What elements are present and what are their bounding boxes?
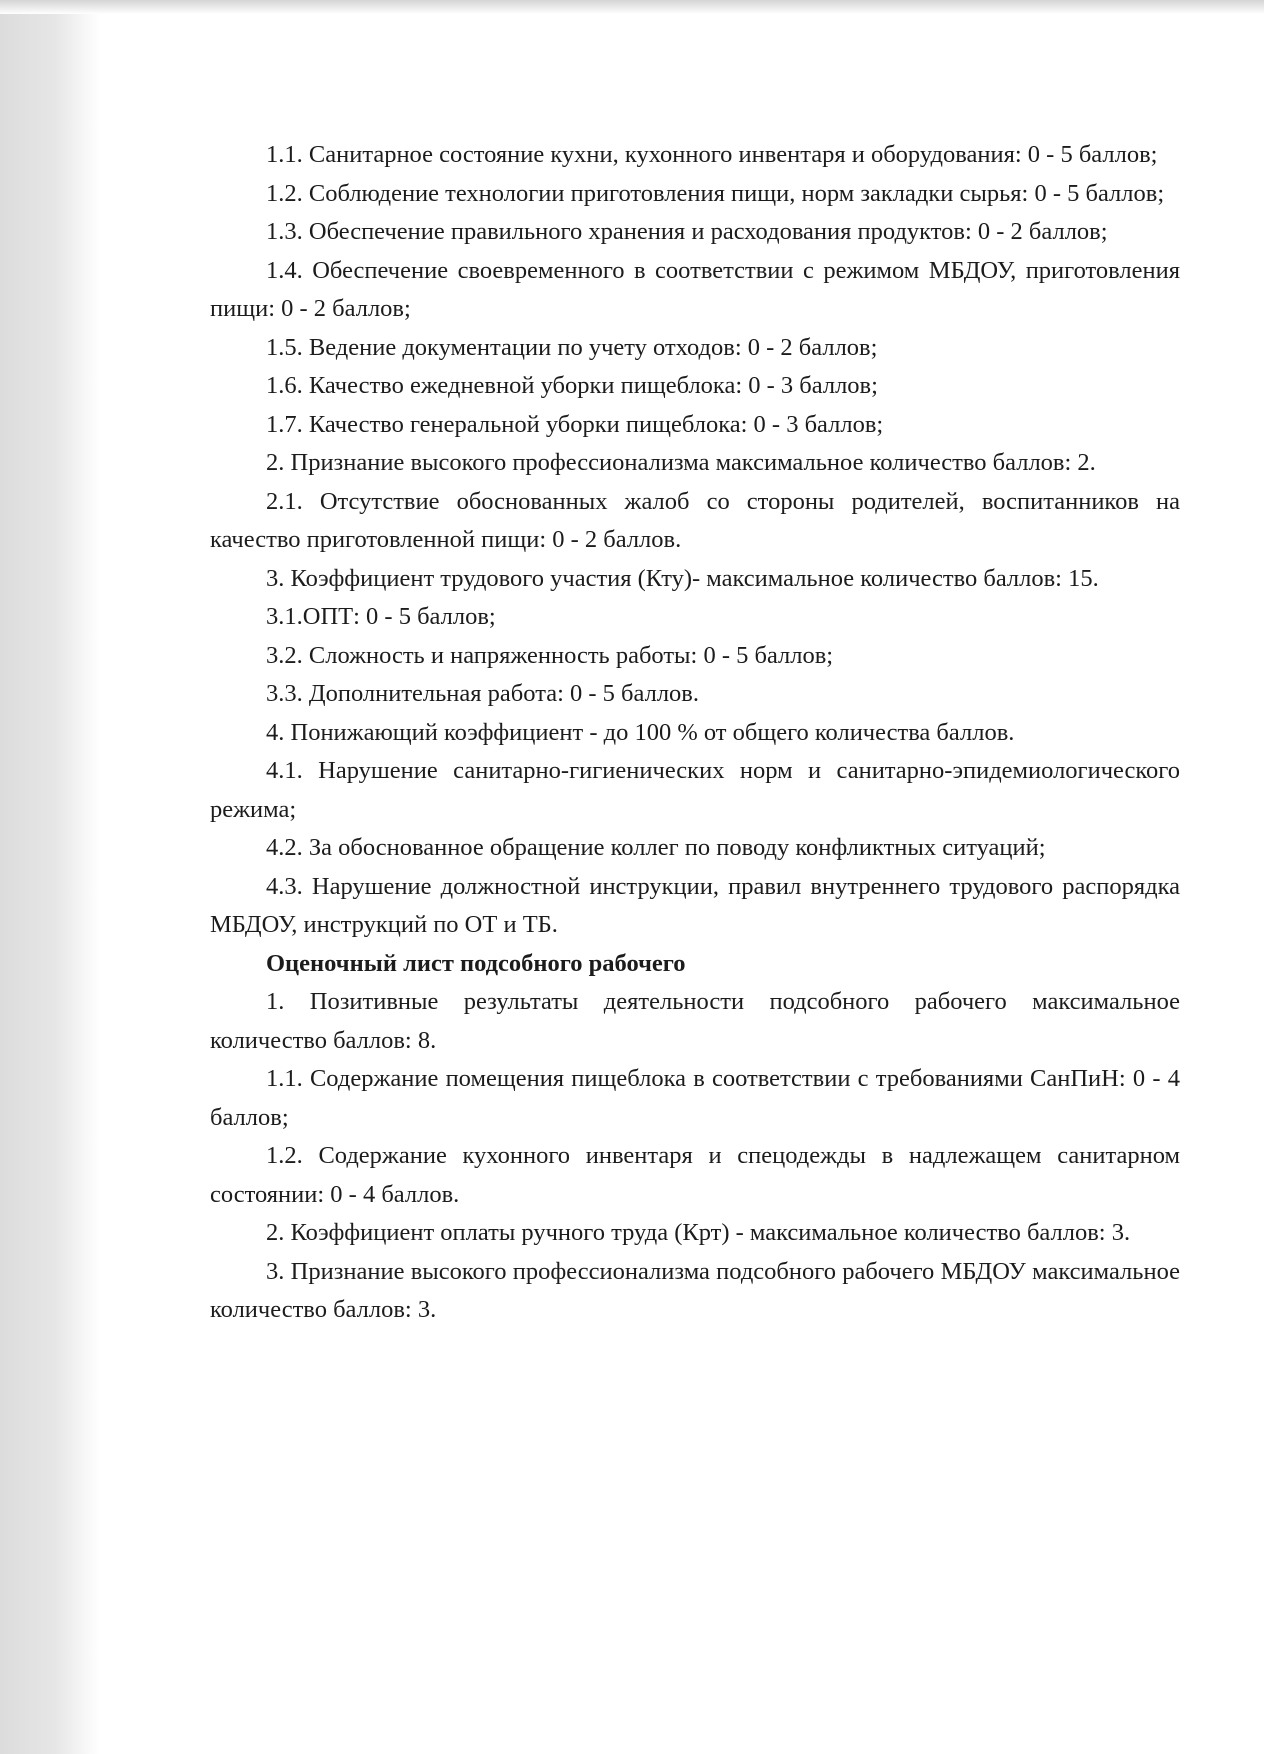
paragraph-3-2: 3.2. Сложность и напряженность работы: 0 - 5 баллов; [266, 641, 834, 669]
paragraph-4-2: 4.2. За обоснованное обращение коллег по поводу конфликтных ситуаций; [266, 834, 1046, 861]
paragraph-1-2: 1.2. Соблюдение технологии приготовления пищи, норм закладки сырья: 0 - 5 баллов; [266, 179, 1165, 207]
paragraph-helper-1-2: 1.2. Содержание кухонного инвентаря и спецодежды в надлежащем санитарном состоянии: 0 - 4 баллов. [210, 1142, 1180, 1208]
section-heading: Оценочный лист подсобного рабочего [266, 949, 686, 977]
paragraph-1-1: 1.1. Санитарное состояние кухни, кухонного инвентаря и оборудования: 0 - 5 баллов; [266, 141, 1158, 168]
scan-edge-shadow [0, 0, 100, 1754]
paragraph-3: 3. Коэффициент трудового участия (Кту)- максимальное количество баллов: 15. [266, 564, 1099, 592]
document-body [210, 136, 1180, 1330]
paragraph-4-3: 4.3. Нарушение должностной инструкции, правил внутреннего трудового распорядка МБДОУ, инструкций по ОТ и ТБ. [210, 872, 1180, 938]
paragraph-1-4: 1.4. Обеспечение своевременного в соответствии с режимом МБДОУ, приготовления пищи: 0 - 2 баллов; [210, 256, 1180, 322]
paragraph-helper-1: 1. Позитивные результаты деятельности подсобного рабочего максимальное количество баллов: 8. [210, 988, 1180, 1054]
paragraph-3-1: 3.1.ОПТ: 0 - 5 баллов; [266, 603, 496, 630]
paragraph-2: 2. Признание высокого профессионализма максимальное количество баллов: 2. [266, 449, 1096, 476]
paragraph-helper-3: 3. Признание высокого профессионализма подсобного рабочего МБДОУ максимальное количество баллов: 3. [210, 1257, 1180, 1323]
paragraph-1-6: 1.6. Качество ежедневной уборки пищеблока: 0 - 3 баллов; [266, 372, 878, 399]
paragraph-3-3: 3.3. Дополнительная работа: 0 - 5 баллов. [266, 680, 699, 707]
paragraph-helper-1-1: 1.1. Содержание помещения пищеблока в соответствии с требованиями СанПиН: 0 - 4 баллов; [210, 1065, 1180, 1131]
paragraph-2-1: 2.1. Отсутствие обоснованных жалоб со стороны родителей, воспитанников на качество приготовленной пищи: 0 - 2 баллов. [210, 487, 1180, 553]
paragraph-1-5: 1.5. Ведение документации по учету отходов: 0 - 2 баллов; [266, 333, 878, 361]
paragraph-1-3: 1.3. Обеспечение правильного хранения и расходования продуктов: 0 - 2 баллов; [266, 218, 1108, 245]
paragraph-4-1: 4.1. Нарушение санитарно-гигиенических норм и санитарно-эпидемиологического режима; [210, 757, 1180, 823]
paragraph-4: 4. Понижающий коэффициент - до 100 % от общего количества баллов. [266, 718, 1015, 746]
paragraph-1-7: 1.7. Качество генеральной уборки пищеблока: 0 - 3 баллов; [266, 410, 884, 438]
scan-top-edge [0, 0, 1264, 14]
paragraph-helper-2: 2. Коэффициент оплаты ручного труда (Крт) - максимальное количество баллов: 3. [266, 1219, 1131, 1246]
